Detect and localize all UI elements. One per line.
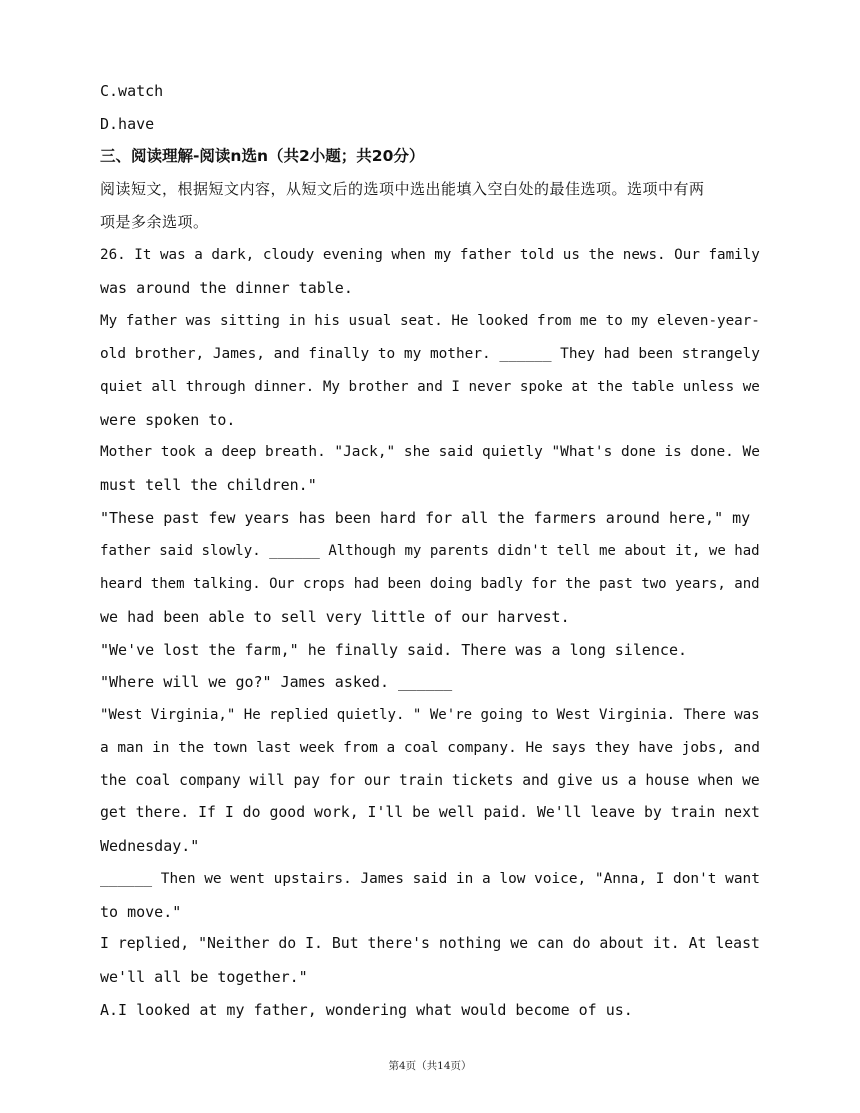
option-c: C.watch [100, 82, 164, 100]
section-heading: 三、阅读理解-阅读n选n（共2小题；共20分） [100, 147, 425, 165]
passage-line: we'll all be together." [100, 968, 308, 986]
option-d: D.have [100, 115, 155, 133]
passage-line: we had been able to sell very little of our harvest. [100, 608, 570, 626]
passage-line: My father was sitting in his usual seat. He looked from me to my eleven-year- [100, 313, 760, 329]
passage-line: father said slowly. ______ Although my parents didn't tell me about it, we had [100, 543, 760, 559]
passage-line: to move." [100, 903, 182, 921]
passage-line: old brother, James, and finally to my mother. ______ They had been strangely [100, 346, 760, 362]
passage-line: 26. It was a dark, cloudy evening when my father told us the news. Our family [100, 247, 760, 263]
passage-line: get there. If I do good work, I'll be well paid. We'll leave by train next [100, 804, 760, 821]
passage-line: "West Virginia," He replied quietly. " We're going to West Virginia. There was [100, 707, 760, 723]
passage-line: quiet all through dinner. My brother and I never spoke at the table unless we [100, 379, 760, 395]
passage-line: was around the dinner table. [100, 279, 353, 297]
passage-line: I replied, "Neither do I. But there's nothing we can do about it. At least [100, 935, 760, 952]
passage-line: "Where will we go?" James asked. ______ [100, 673, 453, 691]
passage-line: "These past few years has been hard for all the farmers around here," my [100, 509, 751, 527]
answer-option-a: A.I looked at my father, wondering what would become of us. [100, 1001, 633, 1019]
page-footer: 第4页（共14页） [388, 1060, 472, 1072]
passage-line: were spoken to. [100, 411, 236, 429]
passage-line: the coal company will pay for our train tickets and give us a house when we [100, 772, 760, 789]
instruction-line: 阅读短文，根据短文内容，从短文后的选项中选出能填入空白处的最佳选项。选项中有两 [100, 180, 705, 198]
passage-line: "We've lost the farm," he finally said. There was a long silence. [100, 641, 687, 659]
passage-line: Wednesday." [100, 837, 200, 855]
passage-line: Mother took a deep breath. "Jack," she said quietly "What's done is done. We [100, 444, 760, 460]
passage-line: ______ Then we went upstairs. James said in a low voice, "Anna, I don't want [100, 871, 760, 887]
passage-line: must tell the children." [100, 476, 317, 494]
instruction-line: 项是多余选项。 [100, 213, 209, 231]
passage-line: a man in the town last week from a coal company. He says they have jobs, and [100, 740, 760, 756]
passage-line: heard them talking. Our crops had been doing badly for the past two years, and [100, 576, 760, 592]
